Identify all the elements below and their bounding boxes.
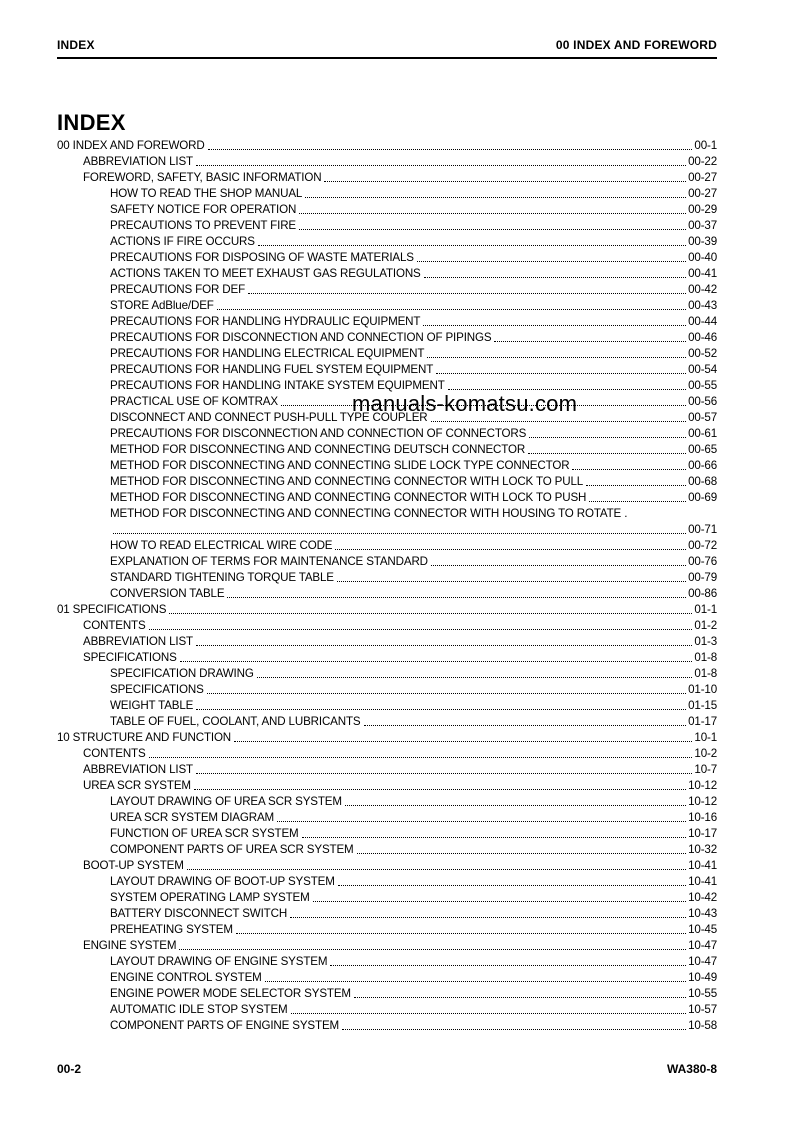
- dot-leader: [364, 725, 687, 726]
- toc-entry[interactable]: [57, 314, 717, 330]
- toc-entry-title: METHOD FOR DISCONNECTING AND CONNECTING CONNECTOR WITH HOUSING TO ROTATE .: [110, 507, 628, 520]
- toc-entry-title: UREA SCR SYSTEM: [83, 779, 191, 792]
- toc-entry-page: 00-54: [688, 363, 717, 376]
- toc-entry-continuation[interactable]: [57, 522, 717, 538]
- toc-entry[interactable]: [57, 442, 717, 458]
- toc-entry[interactable]: [57, 794, 717, 810]
- toc-entry-page: 00-72: [688, 539, 717, 552]
- watermark: manuals-komatsu.com: [352, 391, 578, 416]
- toc-entry-page: 10-49: [688, 971, 717, 984]
- toc-entry-page: 10-7: [694, 763, 717, 776]
- toc-entry[interactable]: [57, 778, 717, 794]
- toc-entry-page: 01-17: [688, 715, 717, 728]
- toc-entry[interactable]: [57, 954, 717, 970]
- toc-entry-page: 10-41: [688, 875, 717, 888]
- toc-entry-page: 10-47: [688, 939, 717, 952]
- toc-entry-title: METHOD FOR DISCONNECTING AND CONNECTING DEUTSCH CONNECTOR: [110, 443, 526, 456]
- toc-entry-page: 00-39: [688, 235, 717, 248]
- toc-entry-title: HOW TO READ THE SHOP MANUAL: [110, 187, 303, 200]
- toc-entry-title: TABLE OF FUEL, COOLANT, AND LUBRICANTS: [110, 715, 361, 728]
- toc-entry[interactable]: [57, 714, 717, 730]
- toc-entry[interactable]: [57, 1018, 717, 1034]
- toc-entry-title: LAYOUT DRAWING OF BOOT-UP SYSTEM: [110, 875, 335, 888]
- toc-entry-title: HOW TO READ ELECTRICAL WIRE CODE: [110, 539, 333, 552]
- running-header-left: INDEX: [57, 38, 95, 52]
- dot-leader: [149, 757, 693, 758]
- dot-leader: [169, 613, 692, 614]
- header-rule: [57, 57, 717, 59]
- dot-leader: [345, 805, 686, 806]
- toc-entry[interactable]: [57, 282, 717, 298]
- toc-entry-title: ACTIONS IF FIRE OCCURS: [110, 235, 255, 248]
- toc-entry-title: UREA SCR SYSTEM DIAGRAM: [110, 811, 275, 824]
- dot-leader: [424, 277, 686, 278]
- dot-leader: [236, 933, 686, 934]
- toc-entry-title: PRECAUTIONS FOR HANDLING HYDRAULIC EQUIPMENT: [110, 315, 421, 328]
- toc-entry-title: PRECAUTIONS FOR HANDLING FUEL SYSTEM EQUIPMENT: [110, 363, 434, 376]
- toc-entry[interactable]: [57, 554, 717, 570]
- dot-leader: [179, 949, 686, 950]
- toc-entry-page: 00-76: [688, 555, 717, 568]
- toc-entry[interactable]: [57, 602, 717, 618]
- toc-entry-page: 00-27: [688, 187, 717, 200]
- toc-entry[interactable]: [57, 890, 717, 906]
- dot-leader: [354, 997, 686, 998]
- toc-entry-page: 00-65: [688, 443, 717, 456]
- toc-entry-page: 01-15: [688, 699, 717, 712]
- dot-leader: [277, 821, 686, 822]
- dot-leader: [113, 533, 686, 534]
- dot-leader: [342, 1029, 686, 1030]
- toc-entry-title: SYSTEM OPERATING LAMP SYSTEM: [110, 891, 310, 904]
- toc-entry-page: 00-42: [688, 283, 717, 296]
- toc-entry[interactable]: [57, 362, 717, 378]
- dot-leader: [265, 981, 686, 982]
- toc-entry[interactable]: [57, 730, 717, 746]
- toc-entry-page: 10-1: [694, 731, 717, 744]
- toc-entry-page: 01-8: [694, 667, 717, 680]
- dot-leader: [494, 341, 686, 342]
- dot-leader: [180, 661, 693, 662]
- toc-entry[interactable]: [57, 922, 717, 938]
- toc-entry[interactable]: [57, 298, 717, 314]
- toc-entry[interactable]: [57, 634, 717, 650]
- toc-entry-page: 10-57: [688, 1003, 717, 1016]
- toc-entry[interactable]: [57, 746, 717, 762]
- dot-leader: [227, 597, 686, 598]
- toc-entry-page: 10-12: [688, 795, 717, 808]
- toc-entry[interactable]: [57, 202, 717, 218]
- toc-entry-title: PRECAUTIONS FOR DEF: [110, 283, 245, 296]
- toc-entry-title: PRECAUTIONS FOR DISPOSING OF WASTE MATERIALS: [110, 251, 414, 264]
- toc-entry[interactable]: [57, 906, 717, 922]
- toc-entry-title: PRECAUTIONS FOR HANDLING ELECTRICAL EQUIPMENT: [110, 347, 425, 360]
- toc-entry[interactable]: [57, 1002, 717, 1018]
- toc-entry-title: ABBREVIATION LIST: [83, 763, 193, 776]
- toc-entry-title: METHOD FOR DISCONNECTING AND CONNECTING CONNECTOR WITH LOCK TO PUSH: [110, 491, 587, 504]
- toc-entry-title: FOREWORD, SAFETY, BASIC INFORMATION: [83, 171, 322, 184]
- dot-leader: [196, 773, 692, 774]
- page-number: 00-2: [57, 1062, 82, 1076]
- toc-entry-page: 10-17: [688, 827, 717, 840]
- toc-entry-title: LAYOUT DRAWING OF ENGINE SYSTEM: [110, 955, 328, 968]
- toc-entry-title: CONVERSION TABLE: [110, 587, 225, 600]
- model-number: WA380-8: [666, 1062, 717, 1076]
- dot-leader: [194, 789, 686, 790]
- toc-entry-page: 00-61: [688, 427, 717, 440]
- toc-entry-page: 00-40: [688, 251, 717, 264]
- toc-entry-title: PRECAUTIONS FOR HANDLING INTAKE SYSTEM EQUIPMENT: [110, 379, 445, 392]
- toc-entry-page: 01-8: [694, 651, 717, 664]
- toc-entry-page: 10-16: [688, 811, 717, 824]
- toc-entry-page: 10-43: [688, 907, 717, 920]
- toc-entry-page: 00-55: [688, 379, 717, 392]
- toc-entry-page: 00-41: [688, 267, 717, 280]
- dot-leader: [248, 293, 686, 294]
- dot-leader: [586, 485, 686, 486]
- toc-entry-title: METHOD FOR DISCONNECTING AND CONNECTING SLIDE LOCK TYPE CONNECTOR: [110, 459, 570, 472]
- dot-leader: [337, 581, 686, 582]
- toc-entry[interactable]: [57, 490, 717, 506]
- dot-leader: [572, 469, 686, 470]
- toc-entry[interactable]: [57, 218, 717, 234]
- toc-entry[interactable]: [57, 586, 717, 602]
- toc-entry-title: COMPONENT PARTS OF UREA SCR SYSTEM: [110, 843, 354, 856]
- toc-entry-title: STORE AdBlue/DEF: [110, 299, 214, 312]
- dot-leader: [258, 245, 686, 246]
- dot-leader: [417, 261, 686, 262]
- dot-leader: [207, 693, 686, 694]
- dot-leader: [431, 565, 686, 566]
- toc-entry-page: 00-86: [688, 587, 717, 600]
- toc-entry-page: 00-57: [688, 411, 717, 424]
- toc-entry-title: ABBREVIATION LIST: [83, 635, 193, 648]
- dot-leader: [149, 629, 693, 630]
- dot-leader: [299, 213, 686, 214]
- toc-entry-title: CONTENTS: [83, 619, 146, 632]
- toc-entry-title: PREHEATING SYSTEM: [110, 923, 233, 936]
- dot-leader: [427, 357, 686, 358]
- toc-entry-title: ACTIONS TAKEN TO MEET EXHAUST GAS REGULATIONS: [110, 267, 421, 280]
- toc-entry-page: 00-1: [694, 139, 717, 152]
- toc-entry[interactable]: [57, 458, 717, 474]
- toc-entry-title: ENGINE SYSTEM: [83, 939, 177, 952]
- toc-entry[interactable]: [57, 426, 717, 442]
- toc-entry[interactable]: [57, 858, 717, 874]
- toc-entry[interactable]: [57, 682, 717, 698]
- toc-entry[interactable]: [57, 570, 717, 586]
- toc-entry-page: 01-1: [694, 603, 717, 616]
- toc-entry-title: DISCONNECT AND CONNECT PUSH-PULL TYPE COUPLER: [110, 411, 428, 424]
- toc-entry[interactable]: [57, 762, 717, 778]
- toc-entry-page: 00-29: [688, 203, 717, 216]
- dot-leader: [217, 309, 686, 310]
- dot-leader: [257, 677, 693, 678]
- toc-entry[interactable]: [57, 666, 717, 682]
- toc-entry[interactable]: [57, 986, 717, 1002]
- toc-entry-title: ENGINE POWER MODE SELECTOR SYSTEM: [110, 987, 351, 1000]
- toc-entry-page: 00-37: [688, 219, 717, 232]
- toc-entry[interactable]: [57, 250, 717, 266]
- dot-leader: [589, 501, 686, 502]
- toc-entry[interactable]: [57, 234, 717, 250]
- toc-entry-page: 10-58: [688, 1019, 717, 1032]
- toc-entry[interactable]: [57, 266, 717, 282]
- toc-entry-page: 10-42: [688, 891, 717, 904]
- dot-leader: [208, 149, 693, 150]
- toc-entry-title: ENGINE CONTROL SYSTEM: [110, 971, 262, 984]
- toc-entry[interactable]: [57, 346, 717, 362]
- toc-entry-page: 00-79: [688, 571, 717, 584]
- toc-entry[interactable]: [57, 938, 717, 954]
- toc-entry-title: STANDARD TIGHTENING TORQUE TABLE: [110, 571, 334, 584]
- toc-entry-title: PRECAUTIONS TO PREVENT FIRE: [110, 219, 296, 232]
- dot-leader: [529, 437, 686, 438]
- toc-entry-page: 00-69: [688, 491, 717, 504]
- toc-entry-page: 00-52: [688, 347, 717, 360]
- toc-entry-title: PRECAUTIONS FOR DISCONNECTION AND CONNECTION OF PIPINGS: [110, 331, 492, 344]
- running-header-right: 00 INDEX AND FOREWORD: [555, 38, 717, 52]
- toc-entry-title: EXPLANATION OF TERMS FOR MAINTENANCE STANDARD: [110, 555, 428, 568]
- toc-entry-page: 10-55: [688, 987, 717, 1000]
- toc-entry[interactable]: [57, 842, 717, 858]
- toc-entry-page: 01-10: [688, 683, 717, 696]
- dot-leader: [330, 965, 686, 966]
- toc-entry[interactable]: [57, 186, 717, 202]
- toc-entry-page: 10-32: [688, 843, 717, 856]
- dot-leader: [187, 869, 686, 870]
- toc-entry[interactable]: [57, 650, 717, 666]
- toc-entry-page: 00-46: [688, 331, 717, 344]
- toc-entry-title: SPECIFICATIONS: [110, 683, 204, 696]
- dot-leader: [423, 325, 686, 326]
- toc-entry[interactable]: [57, 810, 717, 826]
- toc-entry[interactable]: [57, 970, 717, 986]
- dot-leader: [436, 373, 686, 374]
- table-of-contents: [57, 138, 717, 1034]
- toc-entry-title: METHOD FOR DISCONNECTING AND CONNECTING CONNECTOR WITH LOCK TO PULL: [110, 475, 584, 488]
- toc-entry-title: WEIGHT TABLE: [110, 699, 194, 712]
- dot-leader: [338, 885, 686, 886]
- toc-entry-title: 10 STRUCTURE AND FUNCTION: [57, 731, 232, 744]
- dot-leader: [305, 197, 686, 198]
- dot-leader: [291, 1013, 687, 1014]
- toc-entry[interactable]: [57, 138, 717, 154]
- toc-entry-title: PRECAUTIONS FOR DISCONNECTION AND CONNECTION OF CONNECTORS: [110, 427, 527, 440]
- toc-entry-title: ABBREVIATION LIST: [83, 155, 193, 168]
- toc-entry-page: 00-71: [688, 523, 717, 536]
- dot-leader: [431, 421, 687, 422]
- toc-entry-title: CONTENTS: [83, 747, 146, 760]
- toc-entry-title: FUNCTION OF UREA SCR SYSTEM: [110, 827, 299, 840]
- dot-leader: [290, 917, 686, 918]
- toc-entry[interactable]: [57, 618, 717, 634]
- toc-entry[interactable]: [57, 170, 717, 186]
- toc-entry-page: 00-66: [688, 459, 717, 472]
- toc-entry-title: 01 SPECIFICATIONS: [57, 603, 167, 616]
- dot-leader: [324, 181, 686, 182]
- dot-leader: [234, 741, 692, 742]
- toc-entry-title: SPECIFICATIONS: [83, 651, 177, 664]
- toc-entry-page: 00-44: [688, 315, 717, 328]
- dot-leader: [335, 549, 686, 550]
- toc-entry-title: SPECIFICATION DRAWING: [110, 667, 254, 680]
- toc-entry-title: COMPONENT PARTS OF ENGINE SYSTEM: [110, 1019, 340, 1032]
- dot-leader: [448, 389, 686, 390]
- toc-entry-page: 10-12: [688, 779, 717, 792]
- toc-entry-page: 00-22: [688, 155, 717, 168]
- toc-entry-title: AUTOMATIC IDLE STOP SYSTEM: [110, 1003, 288, 1016]
- toc-entry[interactable]: [57, 698, 717, 714]
- toc-entry-page: 10-45: [688, 923, 717, 936]
- toc-entry-title: LAYOUT DRAWING OF UREA SCR SYSTEM: [110, 795, 342, 808]
- toc-entry-title: BATTERY DISCONNECT SWITCH: [110, 907, 288, 920]
- toc-entry-page: 00-27: [688, 171, 717, 184]
- dot-leader: [196, 165, 686, 166]
- toc-entry[interactable]: [57, 506, 717, 522]
- toc-entry-page: 01-2: [694, 619, 717, 632]
- toc-entry[interactable]: [57, 826, 717, 842]
- dot-leader: [196, 709, 686, 710]
- page-title: INDEX: [57, 110, 126, 135]
- toc-entry[interactable]: [57, 538, 717, 554]
- toc-entry[interactable]: [57, 874, 717, 890]
- toc-entry-title: PRACTICAL USE OF KOMTRAX: [110, 395, 278, 408]
- dot-leader: [357, 853, 687, 854]
- toc-entry-page: 00-56: [688, 395, 717, 408]
- toc-entry[interactable]: [57, 330, 717, 346]
- dot-leader: [313, 901, 687, 902]
- toc-entry-page: 10-2: [694, 747, 717, 760]
- toc-entry-page: 00-68: [688, 475, 717, 488]
- toc-entry-title: 00 INDEX AND FOREWORD: [57, 139, 205, 152]
- dot-leader: [196, 645, 692, 646]
- toc-entry[interactable]: [57, 154, 717, 170]
- dot-leader: [528, 453, 686, 454]
- toc-entry-page: 01-3: [694, 635, 717, 648]
- toc-entry-title: BOOT-UP SYSTEM: [83, 859, 184, 872]
- dot-leader: [299, 229, 686, 230]
- toc-entry-page: 00-43: [688, 299, 717, 312]
- toc-entry-page: 10-41: [688, 859, 717, 872]
- toc-entry[interactable]: [57, 474, 717, 490]
- toc-entry-title: SAFETY NOTICE FOR OPERATION: [110, 203, 297, 216]
- dot-leader: [302, 837, 687, 838]
- toc-entry-page: 10-47: [688, 955, 717, 968]
